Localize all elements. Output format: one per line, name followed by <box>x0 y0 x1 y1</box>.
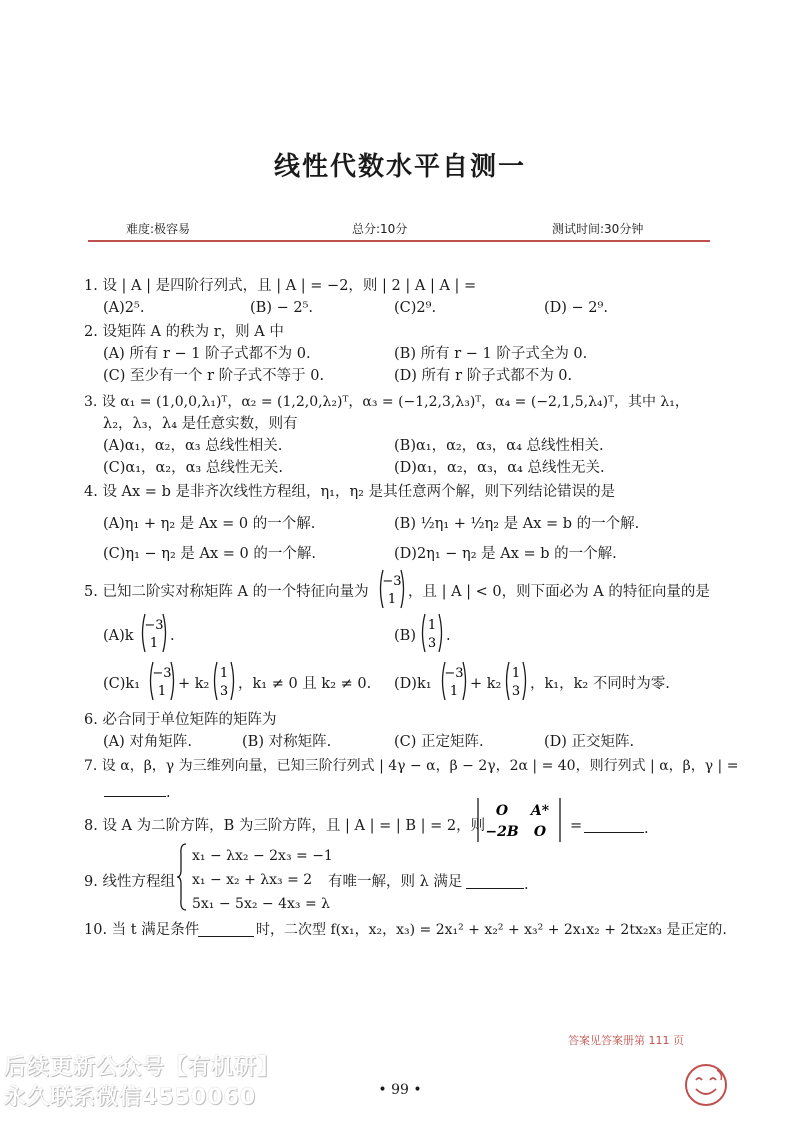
q5-vec-top: −3 <box>382 574 402 589</box>
question-5-part2: ，且 | A | < 0，则下面必为 A 的特征向量的是 <box>408 584 710 600</box>
q5-option-a-dot: . <box>170 628 175 644</box>
q1-option-c: (C)2⁹. <box>394 300 437 316</box>
q8-block-determinant <box>474 796 566 848</box>
page-title: 线性代数水平自测一 <box>273 152 526 182</box>
q5-option-d-prefix: (D)k₁ <box>394 676 432 692</box>
q8-determinant-svg <box>474 796 566 844</box>
q5-option-a-prefix: (A)k <box>103 628 134 644</box>
q5-option-a-vector <box>140 612 168 658</box>
q10-answer-blank[interactable] <box>198 920 254 941</box>
q5-option-d-vector1 <box>440 660 468 706</box>
q5-option-d-vector2 <box>504 660 528 706</box>
smiley-stamp-icon <box>683 1062 729 1108</box>
q7-answer-blank[interactable] <box>104 780 171 803</box>
q5-vector-svg <box>378 568 406 610</box>
watermark-line-2: 永久联系微信4550060 <box>4 1085 257 1110</box>
q5-d-vec2-top: 1 <box>511 666 521 681</box>
q2-option-b: (B) 所有 r − 1 阶子式全为 0. <box>394 346 588 362</box>
q5-d-vector1-svg <box>440 660 468 702</box>
q5-a-vector-svg <box>140 612 168 654</box>
question-7: 7. 设 α，β，γ 为三维列向量，已知三阶行列式 | 4γ − α，β − 2γ，2α | = 40，则行列式 | α，β，γ | = <box>84 758 739 774</box>
q8-tail: . <box>644 821 649 837</box>
q1-option-d: (D) − 2⁹. <box>544 300 608 316</box>
q5-option-c-vector2 <box>212 660 236 706</box>
q5-c-vec1-top: −3 <box>152 666 172 681</box>
q1-option-a: (A)2⁵. <box>103 300 145 316</box>
q9-equation-1: x₁ − λx₂ − 2x₃ = −1 <box>192 848 333 864</box>
question-1: 1. 设 | A | 是四阶行列式，且 | A | = −2，则 | 2 | A | A | = <box>84 278 477 294</box>
q5-d-vec1-bot: 1 <box>449 684 459 699</box>
q8-answer-blank[interactable] <box>584 816 649 839</box>
q2-option-c: (C) 至少有一个 r 阶子式不等于 0. <box>103 368 325 384</box>
q3-option-b: (B)α₁，α₂，α₃，α₄ 总线性相关. <box>394 438 604 454</box>
q5-c-vector1-svg <box>148 660 176 702</box>
q5-c-vec2-top: 1 <box>219 666 229 681</box>
question-9-part1: 9. 线性方程组 <box>84 874 175 890</box>
question-2: 2. 设矩阵 A 的秩为 r，则 A 中 <box>84 324 284 340</box>
q4-option-b: (B) ½η₁ + ½η₂ 是 Ax = b 的一个解. <box>394 516 640 532</box>
q7-blank-line <box>104 780 166 797</box>
q2-option-d: (D) 所有 r 阶子式都不为 0. <box>394 368 573 384</box>
q6-option-c: (C) 正定矩阵. <box>394 734 484 750</box>
q9-answer-blank[interactable] <box>466 872 529 895</box>
q8-m11: O <box>495 803 509 819</box>
q5-option-c-post: ，k₁ ≠ 0 且 k₂ ≠ 0. <box>238 676 372 692</box>
question-3: 3. 设 α₁ = (1,0,0,λ₁)ᵀ，α₂ = (1,2,0,λ₂)ᵀ，α₃ = (−1,2,3,λ₃)ᵀ，α₄ = (−2,1,5,λ₄)ᵀ，其中 λ₁， <box>84 394 689 410</box>
q5-a-vec-bot: 1 <box>149 636 159 651</box>
q1-option-b: (B) − 2⁵. <box>250 300 313 316</box>
q9-equation-3: 5x₁ − 5x₂ − 4x₃ = λ <box>192 896 331 912</box>
q5-vector <box>378 568 406 614</box>
q4-option-a: (A)η₁ + η₂ 是 Ax = 0 的一个解. <box>103 516 316 532</box>
q5-option-c-vector1 <box>148 660 176 706</box>
q8-equals: = <box>570 818 583 834</box>
question-5-part1: 5. 已知二阶实对称矩阵 A 的一个特征向量为 <box>84 584 369 600</box>
header-divider <box>88 240 710 242</box>
q4-option-c: (C)η₁ − η₂ 是 Ax = 0 的一个解. <box>103 546 316 562</box>
q5-option-c-mid: + k₂ <box>178 676 210 692</box>
q5-d-vec1-top: −3 <box>444 666 464 681</box>
q5-b-vector-svg <box>420 612 444 654</box>
q5-option-d-mid: + k₂ <box>470 676 502 692</box>
watermark-line-1: 后续更新公众号【有机研】 <box>4 1055 281 1080</box>
q8-m21: −2B <box>485 824 519 840</box>
q5-vec-bot: 1 <box>387 592 397 607</box>
q8-m22: O <box>533 824 547 840</box>
test-time-label: 测试时间:30分钟 <box>552 222 644 236</box>
q3-option-c: (C)α₁，α₂，α₃ 总线性无关. <box>103 460 283 476</box>
q10-blank-line <box>198 920 254 937</box>
question-10-part1: 10. 当 t 满足条件 <box>84 922 200 938</box>
question-3-cont: λ₂，λ₃，λ₄ 是任意实数，则有 <box>103 416 298 432</box>
q5-a-vec-top: −3 <box>144 618 164 633</box>
q3-option-a: (A)α₁，α₂，α₃ 总线性相关. <box>103 438 283 454</box>
total-score-label: 总分:10分 <box>352 222 408 236</box>
q4-option-d: (D)2η₁ − η₂ 是 Ax = b 的一个解. <box>394 546 617 562</box>
q8-m12: A* <box>530 803 550 819</box>
q5-c-vector2-svg <box>212 660 236 702</box>
question-9-part2: 有唯一解，则 λ 满足 <box>328 874 463 890</box>
question-4: 4. 设 Ax = b 是非齐次线性方程组，η₁，η₂ 是其任意两个解，则下列结论错误的是 <box>84 484 616 500</box>
q5-d-vector2-svg <box>504 660 528 702</box>
q7-tail: . <box>166 785 171 801</box>
q5-b-vec-bot: 3 <box>427 636 437 651</box>
q5-c-vec2-bot: 3 <box>219 684 229 699</box>
q9-brace <box>176 842 188 916</box>
question-10-part2: 时，二次型 f(x₁，x₂，x₃) = 2x₁² + x₂² + x₃² + 2x₁x₂ + 2tx₂x₃ 是正定的. <box>256 922 727 938</box>
question-6: 6. 必合同于单位矩阵的矩阵为 <box>84 712 277 728</box>
q3-option-d: (D)α₁，α₂，α₃，α₄ 总线性无关. <box>394 460 605 476</box>
q9-tail: . <box>524 877 529 893</box>
q5-c-vec1-bot: 1 <box>157 684 167 699</box>
difficulty-label: 难度:极容易 <box>126 222 191 236</box>
q2-option-a: (A) 所有 r − 1 阶子式都不为 0. <box>103 346 311 362</box>
q8-blank-line <box>584 816 644 833</box>
smiley-stamp-svg <box>683 1062 729 1108</box>
q6-option-d: (D) 正交矩阵. <box>544 734 635 750</box>
q5-b-vec-top: 1 <box>427 618 437 633</box>
q6-option-a: (A) 对角矩阵. <box>103 734 193 750</box>
q5-option-b-vector <box>420 612 444 658</box>
q5-option-c-prefix: (C)k₁ <box>103 676 141 692</box>
q5-option-b-prefix: (B) <box>394 628 416 644</box>
q5-d-vec2-bot: 3 <box>511 684 521 699</box>
q9-brace-svg <box>176 842 188 912</box>
q9-blank-line <box>466 872 524 889</box>
page-number: • 99 • <box>378 1082 422 1098</box>
answer-reference: 答案见答案册第 111 页 <box>568 1034 684 1047</box>
q5-option-b-dot: . <box>446 628 451 644</box>
q9-equation-2: x₁ − x₂ + λx₃ = 2 <box>192 872 313 888</box>
question-8: 8. 设 A 为二阶方阵，B 为三阶方阵，且 | A | = | B | = 2，则 <box>84 818 486 834</box>
q5-option-d-post: ，k₁，k₂ 不同时为零. <box>530 676 670 692</box>
q6-option-b: (B) 对称矩阵. <box>242 734 332 750</box>
